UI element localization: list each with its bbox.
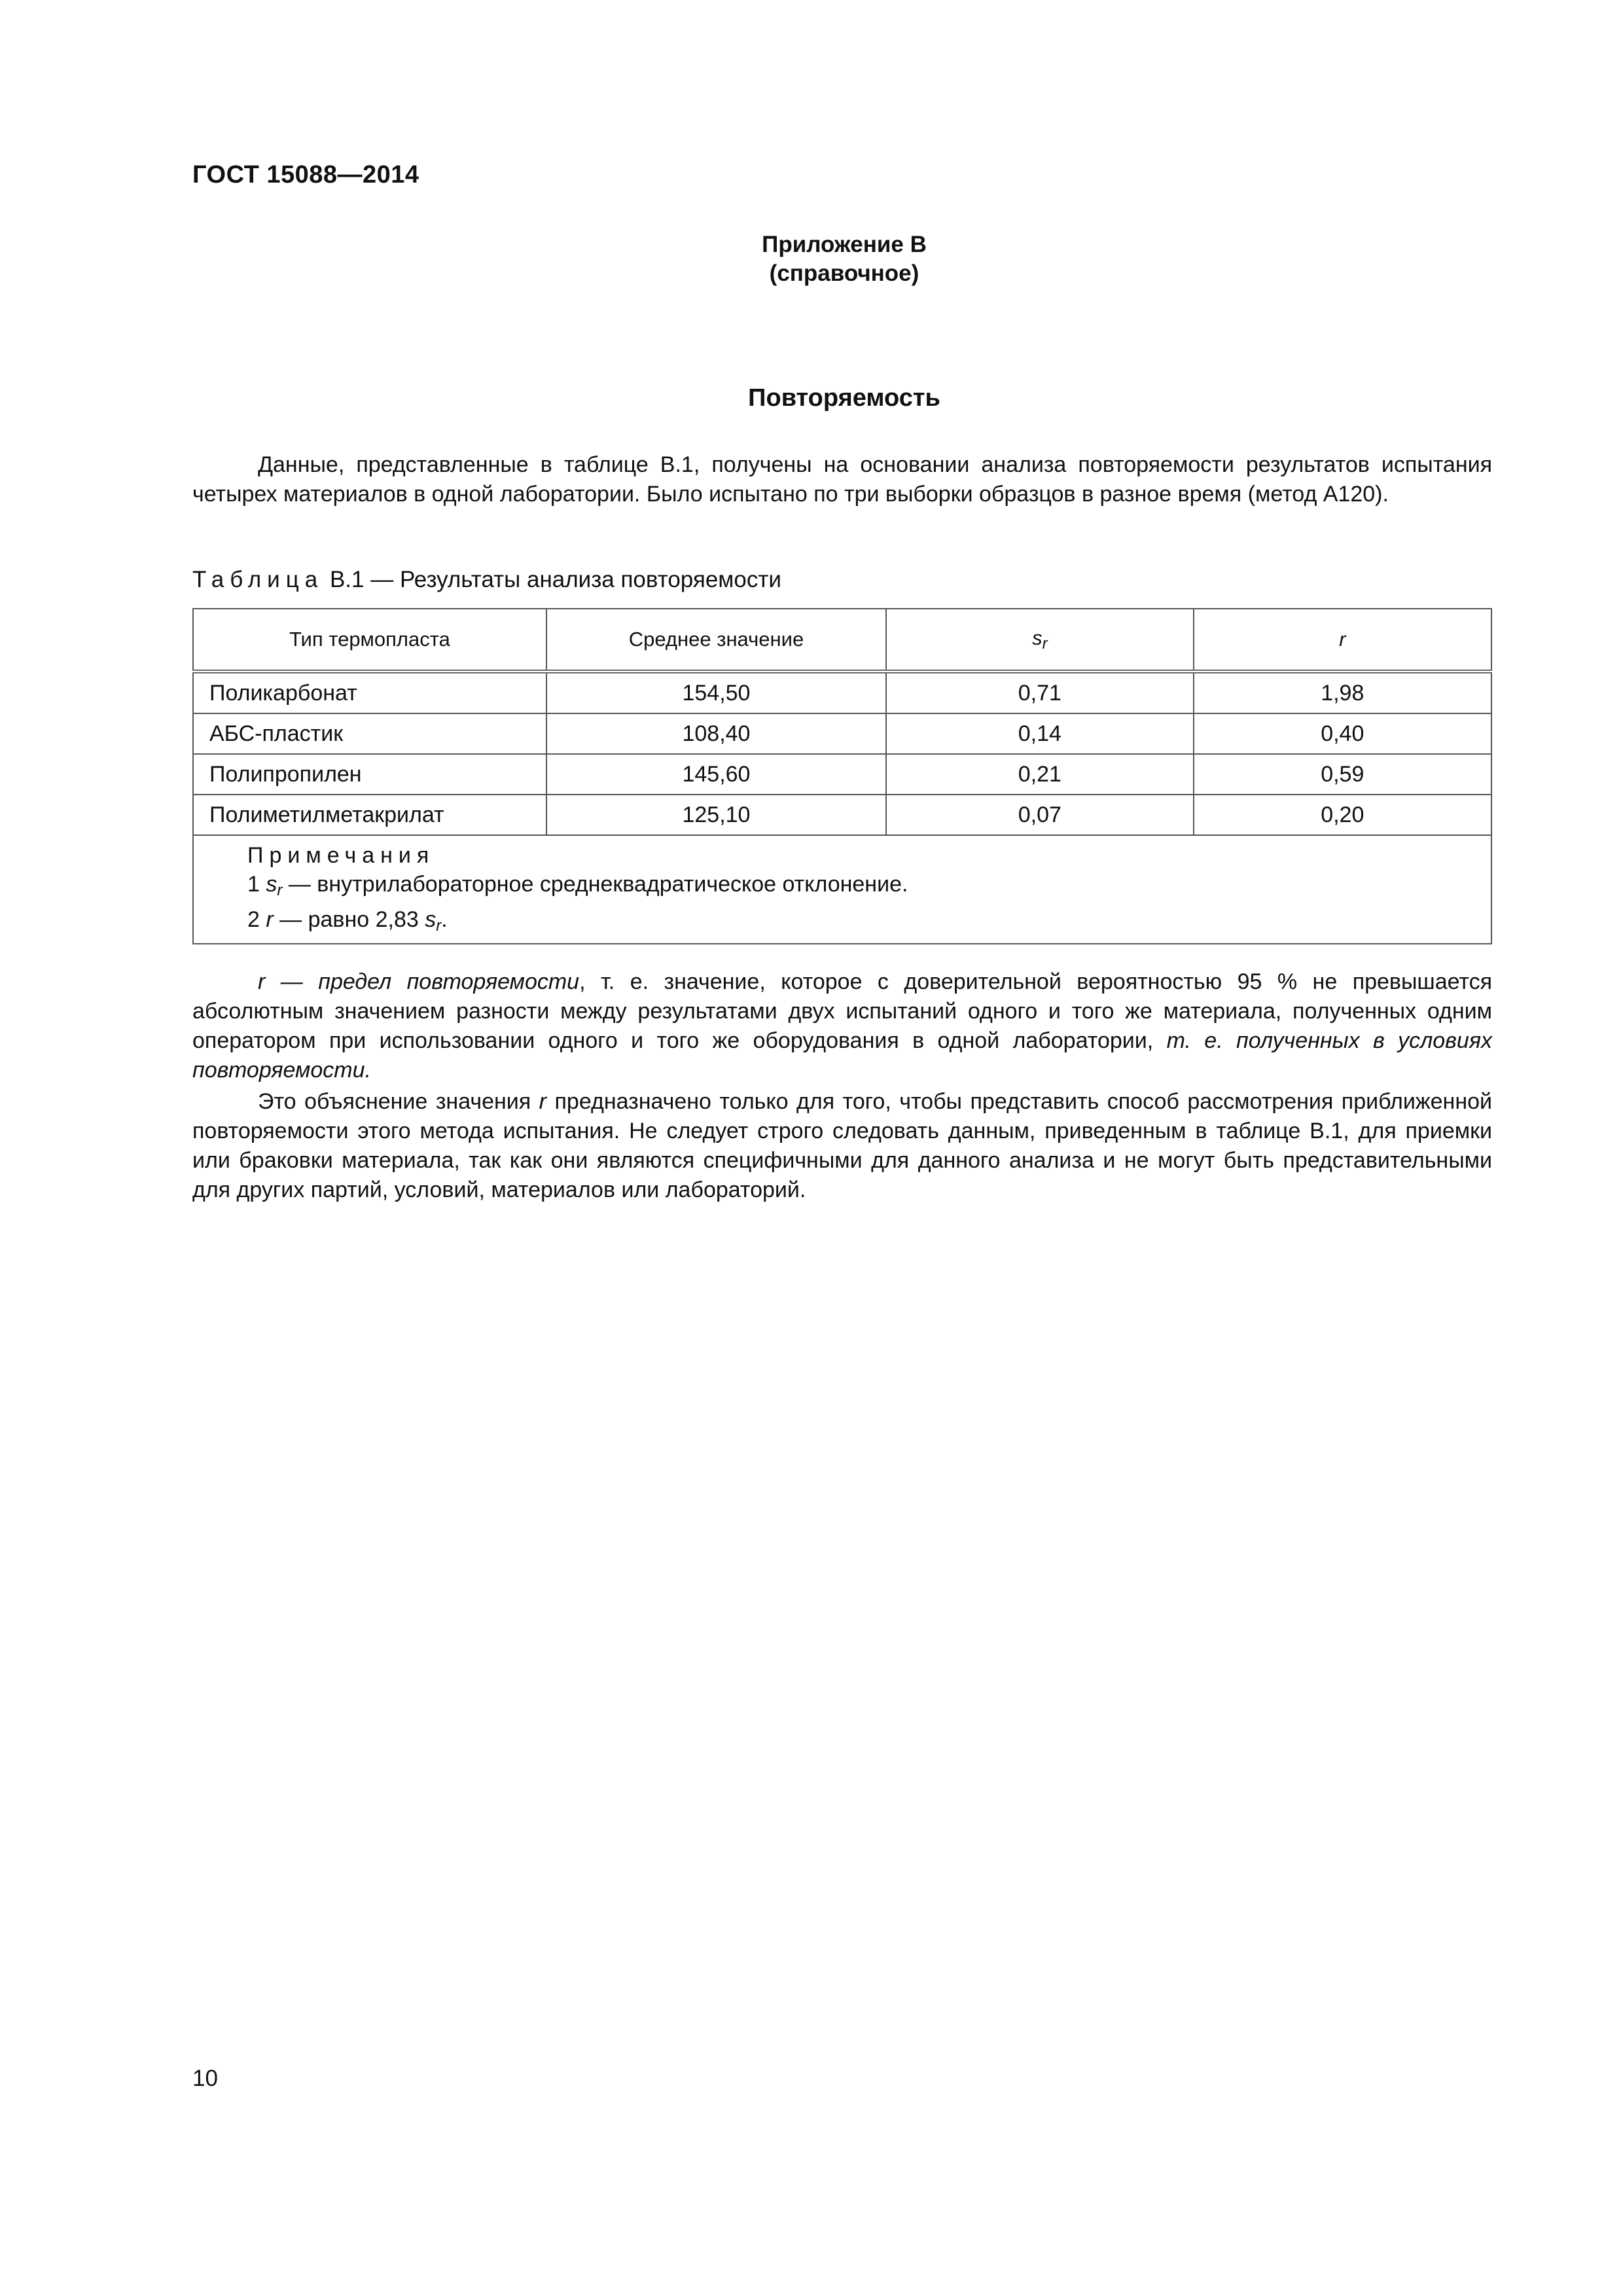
definition-text: , т. е. значение, которое с доверительной вероятностью 95 % не превышается абсолютным значением разности между результатами двух испытаний одного и того же материала, полученных одним оператором при использовании одного и того же оборудования в одной лаборатории, [192,969,1492,1053]
annex-type: (справочное) [769,260,919,286]
notes-title: Примечания [247,843,435,868]
intro-text: Данные, представленные в таблице В.1, получены на основании анализа повторяемости результатов испытания четырех материалов в одной лаборатории. Было испытано по три выборки образцов в разное время (метод А120). [192,452,1492,507]
table-caption-label: Таблица [192,567,324,592]
header-sr-symbol: s [1032,626,1043,649]
table-row [193,672,1491,713]
table-row [193,713,1491,754]
cell-sr: 0,07 [886,795,1193,835]
intro-paragraph [192,450,1492,509]
cell-sr: 0,21 [886,754,1193,795]
cell-material: АБС-пластик [193,713,546,754]
table-caption-text: В.1 — Результаты анализа повторяемости [323,567,781,592]
cell-material: Полиметилметакрилат [193,795,546,835]
header-mean: Среднее значение [546,609,886,672]
note-1-symbol: s [266,872,277,897]
definition-paragraph [192,967,1492,1085]
header-material: Тип термопласта [193,609,546,672]
cell-r: 1,98 [1194,672,1491,713]
table-row [193,795,1491,835]
cell-sr: 0,71 [886,672,1193,713]
explanation-paragraph [192,1087,1492,1205]
definition-conditions: т. е. полученных в условиях повторяемости. [192,1028,1492,1083]
explanation-start: Это объяснение значения [258,1089,539,1114]
table-notes [193,835,1491,944]
page-number: 10 [192,2066,218,2091]
cell-r: 0,59 [1194,754,1491,795]
note-2-symbol-2: s [425,907,437,932]
cell-r: 0,20 [1194,795,1491,835]
explanation-text: предназначено только для того, чтобы представить способ рассмотрения приближенной повторяемости этого метода испытания. Не следует строго следовать данным, приведенным в таблице В.1, для приемки или браковки материала, так как они являются специфичными для данного анализа и не могут быть представительными для других партий, условий, материалов или лабораторий. [192,1089,1492,1202]
note-2 [247,905,1491,941]
table-header-row [193,609,1491,672]
cell-mean: 108,40 [546,713,886,754]
cell-mean: 154,50 [546,672,886,713]
note-1-subscript: r [277,882,283,899]
cell-mean: 125,10 [546,795,886,835]
note-1-number: 1 [247,872,266,897]
table-caption [192,567,781,593]
note-1-text: — внутрилабораторное среднеквадратическое отклонение. [282,872,908,897]
table-notes-row [193,835,1491,944]
header-sr [886,609,1193,672]
cell-sr: 0,14 [886,713,1193,754]
cell-material: Полипропилен [193,754,546,795]
header-r-symbol: r [1339,628,1346,651]
explanation-symbol: r [539,1089,546,1114]
table-row [193,754,1491,795]
cell-mean: 145,60 [546,754,886,795]
section-title: Повторяемость [748,384,940,412]
repeatability-table [192,608,1492,944]
annex-title: Приложение В [762,232,927,257]
cell-material: Поликарбонат [193,672,546,713]
note-2-subscript-2: r [436,917,442,935]
note-2-number: 2 [247,907,266,932]
header-r [1194,609,1491,672]
definition-term: r — предел повторяемости [258,969,580,994]
note-2-text: — равно 2,83 [273,907,425,932]
cell-r: 0,40 [1194,713,1491,754]
header-sr-subscript: r [1042,634,1048,653]
note-2-symbol: r [266,907,274,932]
note-2-end: . [441,907,448,932]
standard-code: ГОСТ 15088—2014 [192,161,419,188]
note-1 [247,870,1491,905]
